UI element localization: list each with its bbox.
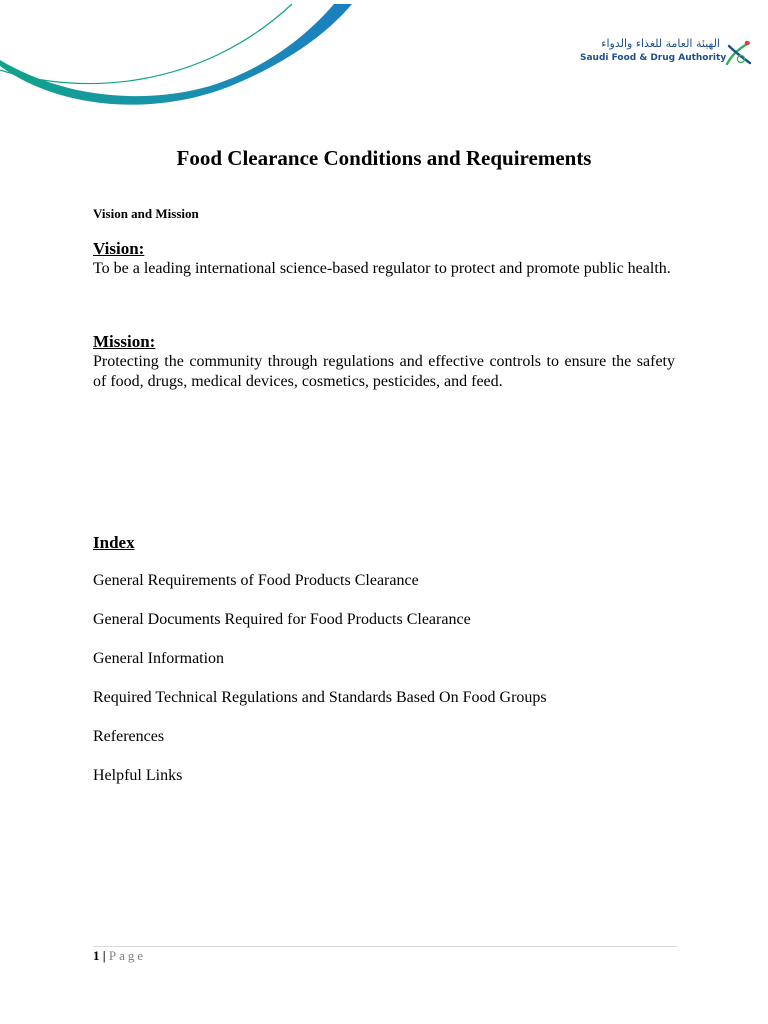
index-item: General Information (93, 650, 225, 667)
index-item: General Documents Required for Food Products Clearance (93, 611, 471, 628)
index-list (93, 570, 547, 804)
vision-heading: Vision: (93, 239, 145, 258)
index-item: General Requirements of Food Products Clearance (93, 572, 419, 589)
document-title: Food Clearance Conditions and Requirements (176, 146, 592, 170)
page-label: Page (108, 948, 147, 963)
header-swoosh-graphic (0, 0, 360, 115)
vision-text: To be a leading international science-based regulator to protect and promote public health. (93, 260, 671, 277)
footer-divider (93, 946, 677, 947)
index-item: Helpful Links (93, 767, 183, 784)
sfda-emblem-icon (723, 38, 753, 68)
index-item: Required Technical Regulations and Standards Based On Food Groups (93, 689, 547, 706)
page-footer (93, 947, 146, 965)
section-label: Vision and Mission (93, 206, 199, 221)
logo-english-text: Saudi Food & Drug Authority (580, 53, 727, 63)
mission-text: Protecting the community through regulations and effective controls to ensure the safety of food, drugs, medical devices, cosmetics, pesticides, and feed. (93, 353, 675, 390)
index-heading: Index (93, 533, 135, 552)
index-item: References (93, 728, 165, 745)
mission-heading: Mission: (93, 332, 156, 351)
logo-arabic-text: الهيئة العامة للغذاء والدواء (601, 37, 720, 50)
page-number: 1 (93, 948, 100, 963)
sfda-logo (580, 36, 755, 72)
page-separator: | (102, 948, 106, 963)
